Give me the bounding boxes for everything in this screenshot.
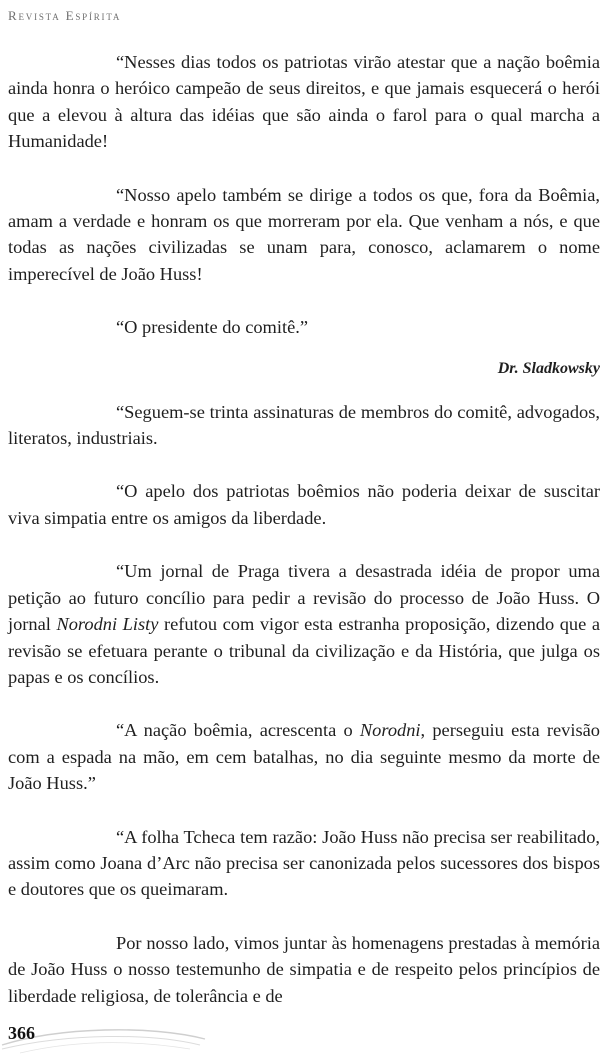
newspaper-name-italic: Norodni Listy [56,614,159,635]
paragraph-3: “O presidente do comitê.” [116,317,309,338]
paragraph-4: “Seguem-se trinta assinaturas de membros do comitê, advogados, literatos, industriais. [8,401,600,449]
newspaper-name-italic: Norodni [359,720,421,741]
paragraph-9: Por nosso lado, vimos juntar às homenagens prestadas à memória de João Huss o nosso testemunho de simpatia e de respeito pelos princípios de liberdade religiosa, de tolerância e de [8,932,600,1006]
paragraph-1: “Nesses dias todos os patriotas virão atestar que a nação boêmia ainda honra o heróico campeão de seus direitos, e que jamais esquecerá o herói que a elevou à altura das idéias que são ainda o farol para o qual marcha a Humanidade! [8,52,600,152]
signature: Dr. Sladkowsky [497,359,600,377]
paragraph-7-text-after: , perseguiu esta revisão com a espada na mão, em cem batalhas, no dia seguinte mesmo da morte de João Huss.” [8,720,601,794]
paragraph-5: “O apelo dos patriotas boêmios não poderia deixar de suscitar viva simpatia entre os amigos da liberdade. [8,481,600,528]
page-footer [0,1017,607,1057]
paragraph-7 [8,717,600,796]
paragraph-8: “A folha Tcheca tem razão: João Huss não precisa ser reabilitado, assim como Joana d’Arc não precisa ser canonizada pelos sucessores dos bispos e doutores que os queimaram. [8,826,600,900]
page-body [8,49,600,1036]
paragraph-7-text-before: “A nação boêmia, acrescenta o [116,720,360,741]
running-header: Revista Espírita [8,8,122,23]
paragraph-2: “Nosso apelo também se dirige a todos os que, fora da Boêmia, amam a verdade e honram os que morreram por ela. Que venham a nós, e que todas as nações civilizadas se unam para, conosco, aclamarem o nome imperecível de João Huss! [8,184,600,284]
paragraph-6-text-before: “Um jornal de Praga tivera a desastrada idéia de propor uma petição ao futuro concílio para pedir a revisão do processo de João Huss. O jornal [8,561,600,635]
paragraph-6-text-after: refutou com vigor esta estranha proposição, dizendo que a revisão se efetuara perante o tribunal da civilização e da História, que julga os papas e os concílios. [8,614,600,687]
paragraph-6 [8,558,600,690]
page-number: 366 [8,1023,35,1043]
